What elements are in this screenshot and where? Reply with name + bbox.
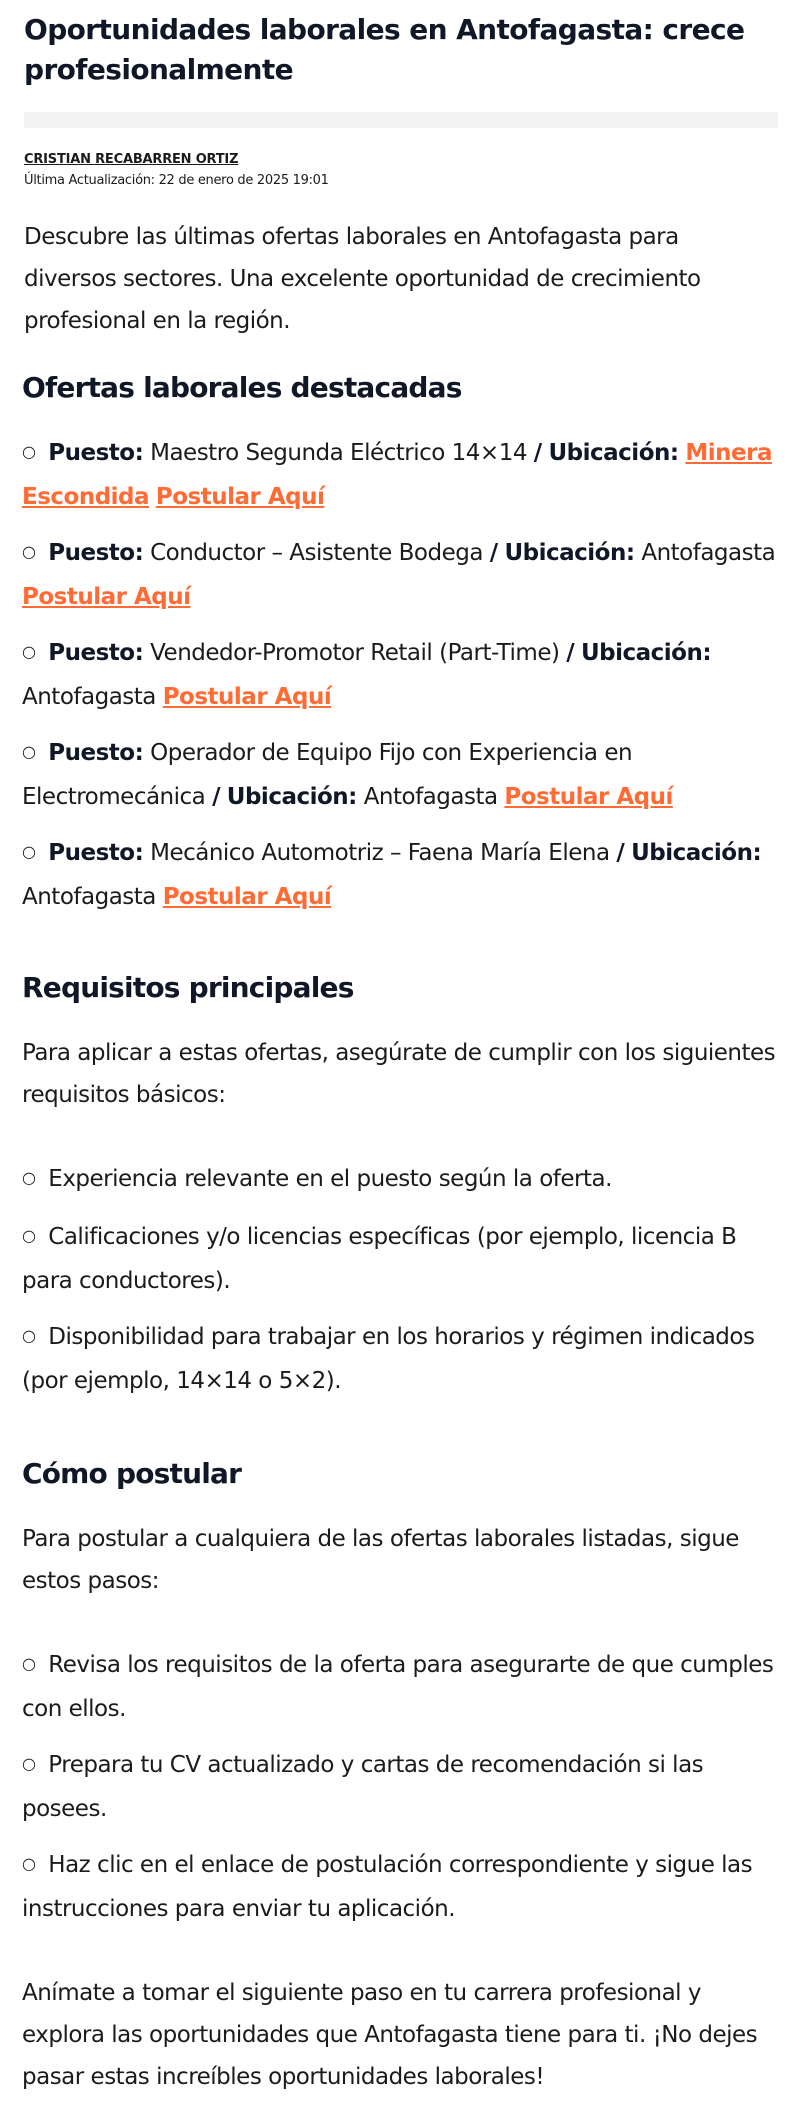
postular-list (22, 1644, 776, 1930)
job-location: Antofagasta (641, 540, 776, 566)
bullet-icon: ○ (22, 1168, 36, 1187)
ubicacion-label: Ubicación: (226, 784, 357, 810)
intro-paragraph: Descubre las últimas ofertas laborales en Antofagasta para diversos sectores. Una excelente oportunidad de crecimiento profesional en la región. (24, 224, 701, 334)
bullet-icon: ○ (22, 442, 36, 461)
job-list (22, 432, 776, 918)
bullet-icon: ○ (22, 1654, 36, 1673)
list-item: ○ Experiencia relevante en el puesto según la oferta. (22, 1166, 612, 1192)
job-location: Antofagasta (363, 784, 498, 810)
list-item: ○ Haz clic en el enlace de postulación correspondiente y sigue las instrucciones para enviar tu aplicación. (22, 1852, 753, 1922)
apply-link[interactable]: Postular Aquí (22, 584, 191, 610)
puesto-label: Puesto: (48, 640, 144, 666)
heading-como-postular: Cómo postular (22, 1457, 242, 1490)
requisitos-list (22, 1158, 776, 1402)
list-item: ○ Calificaciones y/o licencias específicas (por ejemplo, licencia B para conductores). (22, 1224, 737, 1294)
job-title: Mecánico Automotriz – Faena María Elena (150, 840, 610, 866)
bullet-icon: ○ (22, 1854, 36, 1873)
bullet-icon: ○ (22, 842, 36, 861)
page-title: Oportunidades laborales en Antofagasta: crece profesionalmente (24, 13, 745, 86)
title-divider-bar (24, 112, 778, 128)
bullet-icon: ○ (22, 1326, 36, 1345)
job-title: Operador de Equipo Fijo con Experiencia en Electromecánica (22, 740, 633, 810)
apply-link[interactable]: Postular Aquí (504, 784, 673, 810)
job-item: ○ Puesto: Maestro Segunda Eléctrico 14×14 / Ubicación: Minera Escondida Postular Aquí (22, 440, 772, 510)
puesto-label: Puesto: (48, 740, 144, 766)
postular-intro: Para postular a cualquiera de las ofertas laborales listadas, sigue estos pasos: (22, 1526, 739, 1594)
apply-link[interactable]: Postular Aquí (162, 684, 332, 710)
job-title: Vendedor-Promotor Retail (Part-Time) (150, 640, 560, 666)
list-item: ○ Disponibilidad para trabajar en los horarios y régimen indicados (por ejemplo, 14×14 o 5×2). (22, 1324, 755, 1394)
puesto-label: Puesto: (48, 540, 144, 566)
job-title: Conductor – Asistente Bodega (150, 540, 483, 566)
apply-link[interactable]: Postular Aquí (162, 884, 332, 910)
ubicacion-label: Ubicación: (548, 440, 679, 466)
job-title: Maestro Segunda Eléctrico 14×14 (150, 440, 527, 466)
last-updated: Última Actualización: 22 de enero de 2025 19:01 (24, 173, 329, 188)
bullet-icon: ○ (22, 742, 36, 761)
ubicacion-label: Ubicación: (580, 640, 712, 666)
job-location: Antofagasta (22, 884, 156, 910)
bullet-icon: ○ (22, 542, 36, 561)
list-item: ○ Revisa los requisitos de la oferta para asegurarte de que cumples con ellos. (22, 1652, 774, 1722)
job-item: ○ Puesto: Operador de Equipo Fijo con Experiencia en Electromecánica / Ubicación: Antofagasta Postular Aquí (22, 740, 673, 810)
list-item: ○ Prepara tu CV actualizado y cartas de recomendación si las posees. (22, 1752, 704, 1822)
job-location: Antofagasta (22, 684, 156, 710)
requisitos-intro: Para aplicar a estas ofertas, asegúrate de cumplir con los siguientes requisitos básicos: (22, 1040, 776, 1108)
puesto-label: Puesto: (48, 440, 144, 466)
job-item: ○ Puesto: Conductor – Asistente Bodega / Ubicación: Antofagasta Postular Aquí (22, 540, 776, 610)
location-link[interactable]: Minera Escondida (22, 440, 772, 510)
apply-link[interactable]: Postular Aquí (155, 484, 325, 510)
bullet-icon: ○ (22, 1754, 36, 1773)
author-link[interactable]: CRISTIAN RECABARREN ORTIZ (24, 152, 239, 167)
job-item: ○ Puesto: Mecánico Automotriz – Faena María Elena / Ubicación: Antofagasta Postular Aquí (22, 840, 762, 910)
ubicacion-label: Ubicación: (631, 840, 762, 866)
heading-ofertas: Ofertas laborales destacadas (22, 371, 462, 404)
bullet-icon: ○ (22, 1226, 36, 1245)
job-item: ○ Puesto: Vendedor-Promotor Retail (Part-Time) / Ubicación: Antofagasta Postular Aquí (22, 640, 712, 710)
heading-requisitos: Requisitos principales (22, 971, 354, 1004)
puesto-label: Puesto: (48, 840, 144, 866)
bullet-icon: ○ (22, 642, 36, 661)
ubicacion-label: Ubicación: (504, 540, 635, 566)
closing-paragraph: Anímate a tomar el siguiente paso en tu carrera profesional y explora las oportunidades que Antofagasta tiene para ti. ¡No dejes pasar estas increíbles oportunidades laborales! (22, 1980, 758, 2090)
